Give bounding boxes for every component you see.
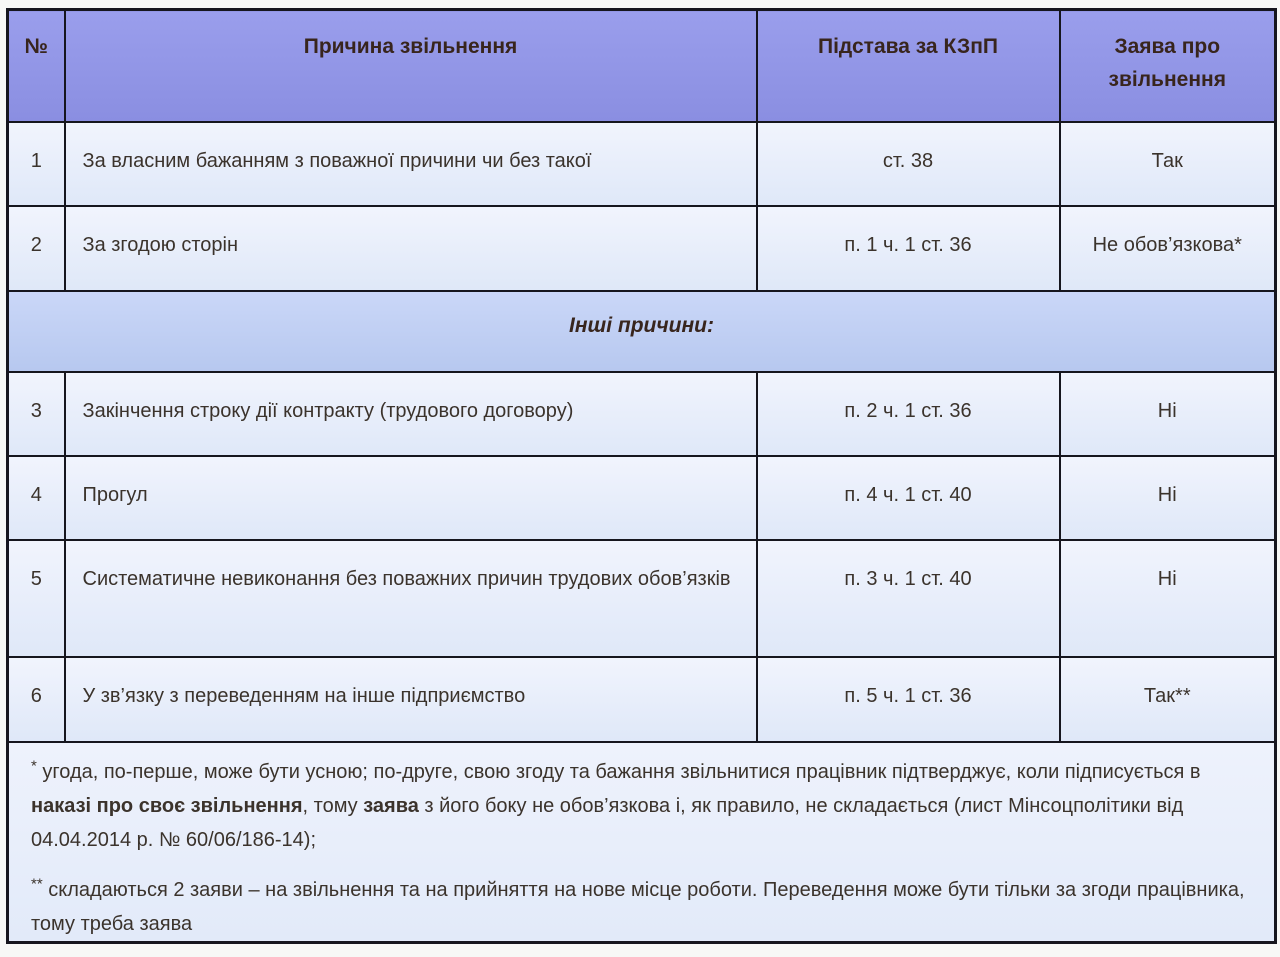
- footnote-2-text: складаються 2 заяви – на звільнення та на прийняття на нове місце роботи. Переведення може бути тільки за згоди працівника, тому треба заява: [31, 878, 1245, 935]
- cell-basis: п. 3 ч. 1 ст. 40: [757, 540, 1060, 657]
- header-num: №: [8, 10, 65, 122]
- cell-num: 5: [8, 540, 65, 657]
- footnote-1: [31, 755, 1252, 857]
- header-row: [8, 10, 1276, 122]
- cell-basis: п. 1 ч. 1 ст. 36: [757, 206, 1060, 291]
- header-reason: Причина звільнення: [65, 10, 757, 122]
- cell-basis: п. 4 ч. 1 ст. 40: [757, 456, 1060, 540]
- table-row: [8, 372, 1276, 456]
- cell-reason: Прогул: [65, 456, 757, 540]
- footnote-1-text: з його боку не обов’язкова і, як правило, не складається (лист Мінсоцполітики від 04.04.2014 р. № 60/06/186-14);: [31, 794, 1184, 851]
- cell-statement: Так**: [1060, 657, 1276, 742]
- header-basis: Підстава за КЗпП: [757, 10, 1060, 122]
- cell-reason: За власним бажанням з поважної причини чи без такої: [65, 122, 757, 206]
- cell-statement: Ні: [1060, 372, 1276, 456]
- cell-reason: За згодою сторін: [65, 206, 757, 291]
- section-divider-row: [8, 291, 1276, 372]
- cell-num: 4: [8, 456, 65, 540]
- footnote-1-text: , тому: [302, 794, 364, 817]
- table-row: [8, 122, 1276, 206]
- cell-num: 1: [8, 122, 65, 206]
- header-statement: Заява про звільнення: [1060, 10, 1276, 122]
- table-row: [8, 540, 1276, 657]
- cell-statement: Так: [1060, 122, 1276, 206]
- footnote-2-marker: **: [31, 874, 43, 892]
- footnote-1-bold: заява: [363, 794, 419, 817]
- cell-basis: ст. 38: [757, 122, 1060, 206]
- section-divider-label: Інші причини:: [8, 291, 1276, 372]
- table-row: [8, 206, 1276, 291]
- cell-num: 3: [8, 372, 65, 456]
- dismissal-reasons-table: [6, 8, 1277, 944]
- cell-statement: Ні: [1060, 456, 1276, 540]
- footnotes-row: [8, 742, 1276, 943]
- footnote-1-bold: наказі про своє звільнення: [31, 794, 303, 817]
- cell-statement: Ні: [1060, 540, 1276, 657]
- footnote-2: [31, 873, 1252, 941]
- cell-num: 2: [8, 206, 65, 291]
- table-row: [8, 456, 1276, 540]
- cell-basis: п. 2 ч. 1 ст. 36: [757, 372, 1060, 456]
- cell-basis: п. 5 ч. 1 ст. 36: [757, 657, 1060, 742]
- cell-reason: Систематичне невиконання без поважних причин трудових обов’язків: [65, 540, 757, 657]
- cell-reason: Закінчення строку дії контракту (трудового договору): [65, 372, 757, 456]
- footnotes-cell: [8, 742, 1276, 943]
- cell-reason: У зв’язку з переведенням на інше підприємство: [65, 657, 757, 742]
- table-row: [8, 657, 1276, 742]
- footnote-1-marker: *: [31, 756, 37, 774]
- cell-statement: Не обов’язкова*: [1060, 206, 1276, 291]
- cell-num: 6: [8, 657, 65, 742]
- footnote-1-text: угода, по-перше, може бути усною; по-друге, свою згоду та бажання звільнитися працівник підтверджує, коли підписується в: [36, 760, 1201, 783]
